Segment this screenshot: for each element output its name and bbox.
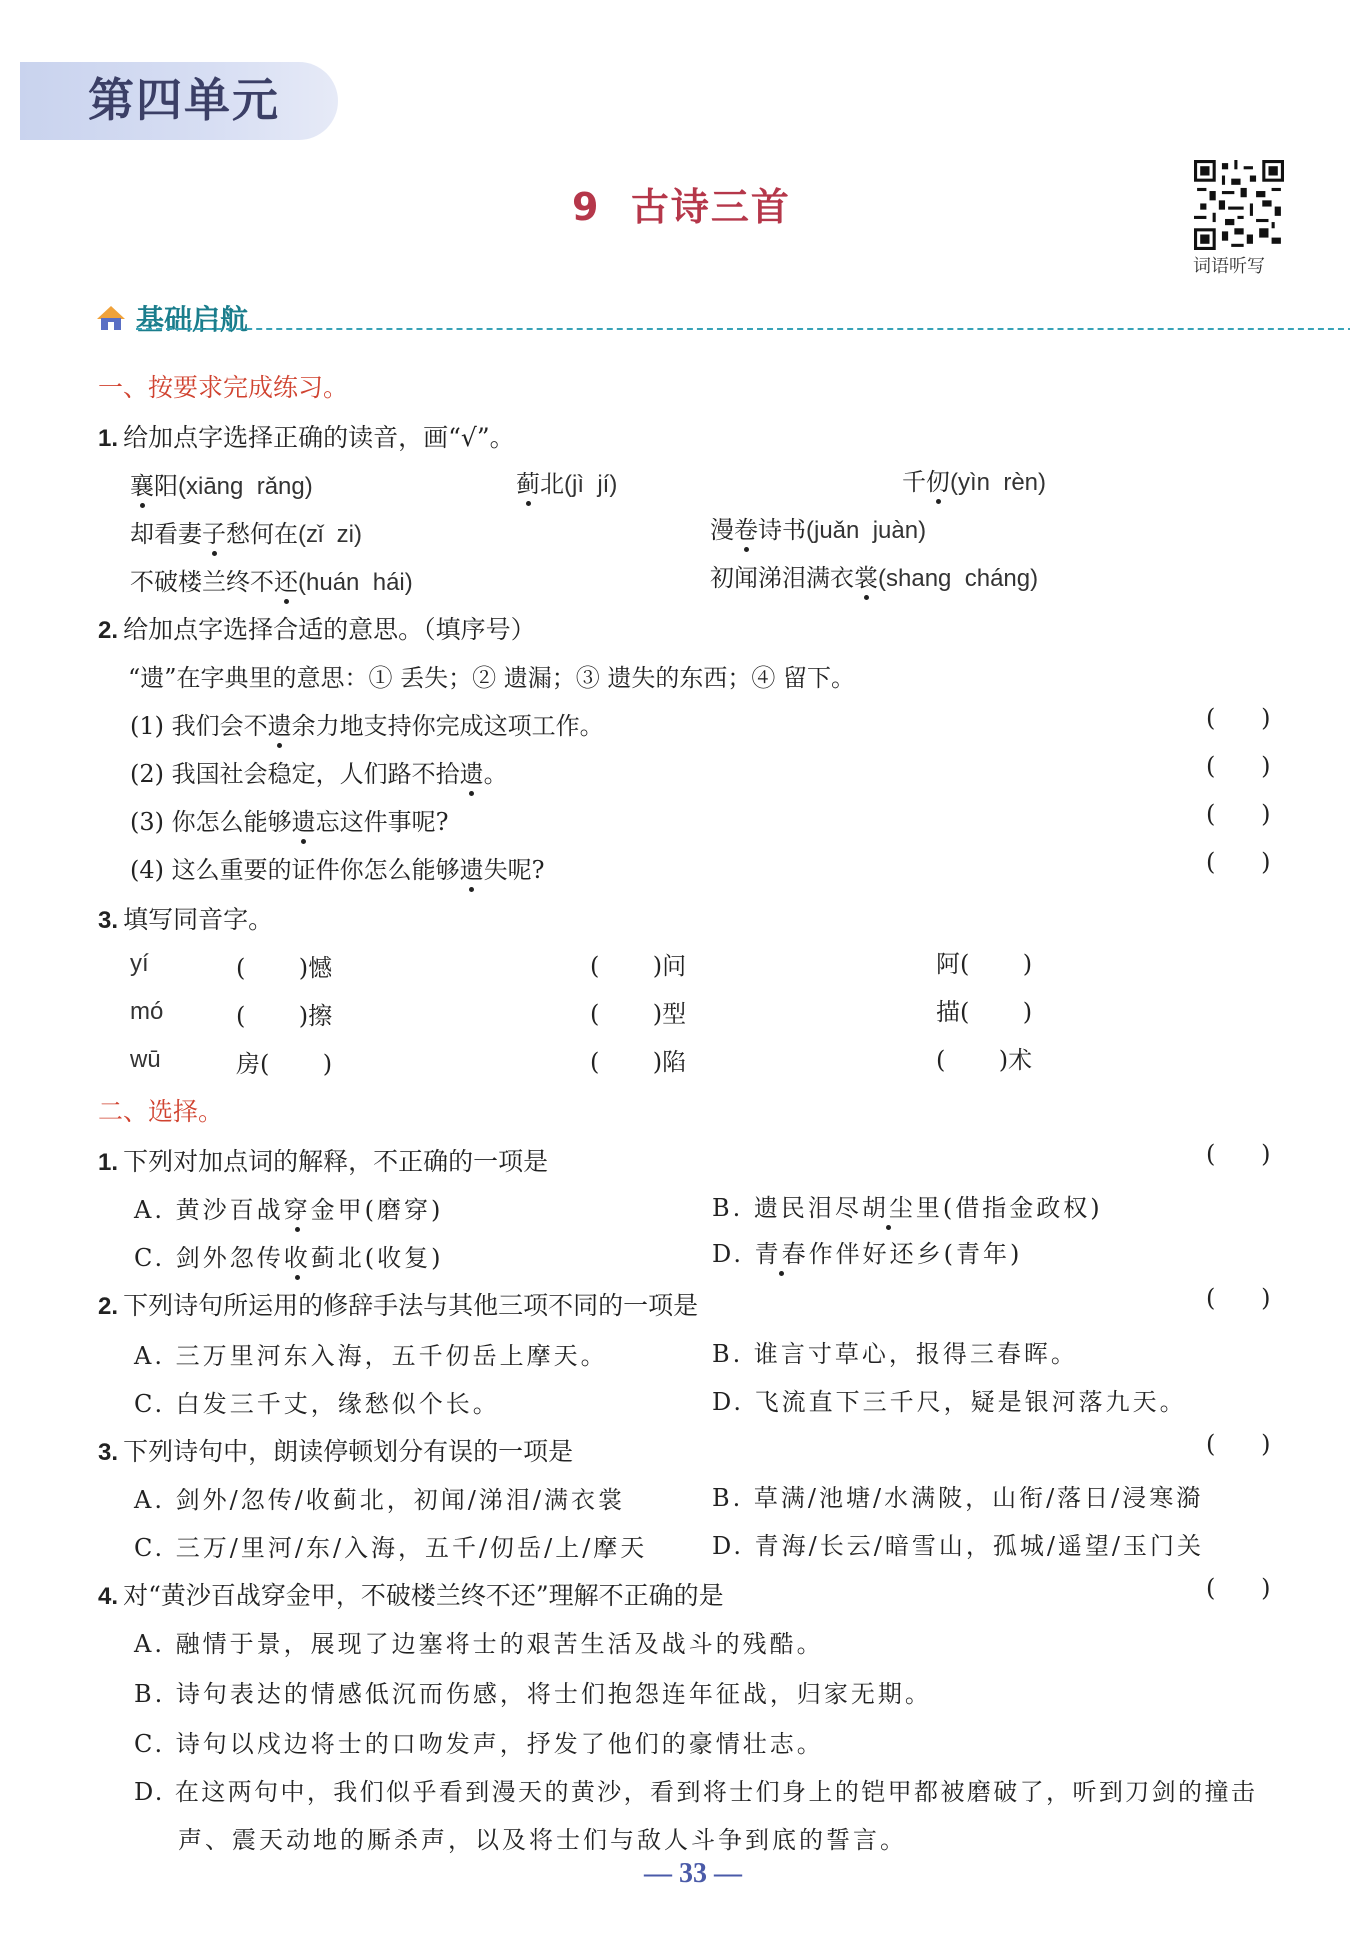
- option-label: A.: [134, 1342, 165, 1370]
- item-text: 。: [483, 760, 508, 788]
- dotted-char: 胡尘: [861, 1194, 916, 1222]
- question-number: 4.: [98, 1583, 119, 1610]
- dotted-char: 仞: [926, 468, 950, 496]
- pinyin-options[interactable]: (zǐ zi): [298, 521, 362, 548]
- q1-item-1: [130, 466, 313, 501]
- option-text: 谁言寸草心，报得三春晖。: [753, 1340, 1078, 1368]
- option-text: 融情于景，展现了边塞将士的艰苦生活及战斗的残酷。: [175, 1630, 824, 1658]
- answer-blank[interactable]: ( ): [1206, 1430, 1271, 1458]
- option-label: A.: [134, 1486, 165, 1514]
- pinyin-options[interactable]: (shang cháng): [878, 565, 1039, 592]
- option-label: B.: [712, 1340, 744, 1368]
- item-text: 初闻涕泪满衣: [710, 564, 854, 592]
- option-text: 黄沙百战: [175, 1196, 284, 1224]
- option-text: 里(借指金政权): [915, 1194, 1103, 1222]
- option-text: 在这两句中，我们似乎看到漫天的黄沙，看到将士们身上的铠甲都被磨破了，听到刀剑的撞击: [174, 1778, 1258, 1806]
- q1-item-7: [710, 558, 1038, 593]
- option-text: 剑外/忽传/收蓟北，初闻/涕泪/满衣裳: [175, 1486, 625, 1514]
- item-text: 愁何在: [226, 520, 298, 548]
- option-text: 飞流直下三千尺，疑是银河落九天。: [754, 1388, 1187, 1416]
- option-text: 三万/里河/东/入海，五千/仞岳/上/摩天: [175, 1534, 648, 1562]
- dotted-char: 卷: [734, 516, 758, 544]
- pinyin-options[interactable]: (juǎn juàn): [806, 517, 927, 544]
- option-a[interactable]: [134, 1480, 625, 1515]
- option-label: D.: [134, 1778, 165, 1806]
- option-label: C.: [134, 1244, 166, 1272]
- q2-item-2: [130, 754, 508, 789]
- answer-blank[interactable]: ( ): [1206, 800, 1271, 828]
- section-title: 基础启航: [136, 303, 249, 336]
- item-text: 失呢?: [483, 856, 545, 884]
- homophone-blank[interactable]: ( )型: [590, 1000, 687, 1028]
- answer-blank[interactable]: ( ): [1206, 1140, 1271, 1168]
- part2-title: 二、选择。: [98, 1097, 224, 1126]
- answer-blank[interactable]: ( ): [1206, 848, 1271, 876]
- part1-title: 一、按要求完成练习。: [98, 373, 349, 402]
- dotted-char: 遗: [459, 856, 484, 884]
- section-header: [96, 298, 1286, 338]
- option-d[interactable]: [712, 1526, 1204, 1561]
- item-text: 却看妻: [130, 520, 202, 548]
- question-text: 下列诗句中，朗读停顿划分有误的一项是: [123, 1437, 574, 1466]
- option-label: A.: [134, 1630, 165, 1658]
- question-text: 下列对加点词的解释，不正确的一项是: [123, 1147, 549, 1176]
- answer-blank[interactable]: ( ): [1206, 1574, 1271, 1602]
- homophone-blank[interactable]: ( )陷: [590, 1048, 687, 1076]
- q3-text: 填写同音字。: [123, 905, 274, 934]
- option-a[interactable]: [134, 1624, 824, 1659]
- section-divider: [136, 328, 1350, 330]
- p2-q2-heading: [98, 1286, 698, 1322]
- option-text: 金甲(磨穿): [310, 1196, 444, 1224]
- item-text: (2) 我国社会稳定，人们路不拾: [130, 760, 460, 788]
- dotted-char: 蓟: [516, 470, 540, 498]
- homophone-blank[interactable]: 阿( ): [936, 950, 1033, 978]
- q2-text: 给加点字选择合适的意思。（填序号）: [123, 615, 536, 644]
- option-d-continued: 声、震天动地的厮杀声，以及将士们与敌人斗争到底的誓言。: [178, 1826, 907, 1854]
- question-text: 下列诗句所运用的修辞手法与其他三项不同的一项是: [123, 1291, 699, 1320]
- option-text: 白发三千丈，缘愁似个长。: [175, 1390, 500, 1418]
- option-d[interactable]: [134, 1772, 1257, 1807]
- question-number: 1.: [98, 1149, 119, 1176]
- item-text: 余力地支持你完成这项工作。: [291, 712, 604, 740]
- option-b[interactable]: [134, 1674, 932, 1709]
- pinyin-options[interactable]: (jì jí): [564, 471, 618, 498]
- option-c[interactable]: [134, 1384, 500, 1419]
- option-label: B.: [712, 1484, 744, 1512]
- pinyin-options[interactable]: (huán hái): [298, 569, 413, 596]
- option-text: 剑外忽传: [175, 1244, 284, 1272]
- question-number: 3.: [98, 1439, 119, 1466]
- q2-number: 2.: [98, 617, 119, 644]
- option-text: 草满/池塘/水满陂，山衔/落日/浸寒漪: [753, 1484, 1204, 1512]
- q1-item-6: [130, 562, 413, 597]
- homophone-pinyin: yí: [130, 950, 149, 977]
- option-label: B.: [712, 1194, 744, 1222]
- homophone-pinyin: wū: [130, 1046, 161, 1073]
- pinyin-options[interactable]: (yìn rèn): [950, 469, 1047, 496]
- homophone-pinyin: mó: [130, 998, 164, 1025]
- item-text: 漫: [710, 516, 734, 544]
- q1-item-3: [902, 462, 1046, 497]
- item-text: 诗书: [758, 516, 806, 544]
- option-text: 诗句以戍边将士的口吻发声，抒发了他们的豪情壮志。: [175, 1730, 824, 1758]
- answer-blank[interactable]: ( ): [1206, 704, 1271, 732]
- homophone-blank[interactable]: 房( ): [236, 1050, 333, 1078]
- question-number: 2.: [98, 1293, 119, 1320]
- item-text: 千: [902, 468, 926, 496]
- option-c[interactable]: [134, 1724, 824, 1759]
- option-text: 遗民泪尽: [753, 1194, 862, 1222]
- option-c[interactable]: [134, 1238, 444, 1273]
- option-b[interactable]: [712, 1334, 1078, 1369]
- item-text: 忘这件事呢?: [315, 808, 449, 836]
- option-label: D.: [712, 1532, 745, 1560]
- homophone-blank[interactable]: ( )问: [590, 952, 687, 980]
- house-icon: [96, 304, 126, 332]
- option-a[interactable]: [134, 1190, 443, 1225]
- dotted-char: 遗: [459, 760, 484, 788]
- option-b[interactable]: [712, 1188, 1103, 1223]
- q2-item-1: [130, 706, 604, 741]
- option-label: C.: [134, 1534, 166, 1562]
- option-label: C.: [134, 1730, 166, 1758]
- item-text: (4) 这么重要的证件你怎么能够: [130, 856, 460, 884]
- option-text: 诗句表达的情感低沉而伤感，将士们抱怨连年征战，归家无期。: [175, 1680, 932, 1708]
- option-d[interactable]: [712, 1234, 1022, 1269]
- pinyin-options[interactable]: (xiāng rǎng): [178, 473, 313, 500]
- qr-caption: 词语听写: [1193, 256, 1265, 277]
- option-b[interactable]: [712, 1478, 1203, 1513]
- item-text: (1) 我们会不: [130, 712, 268, 740]
- question-text: 对“黄沙百战穿金甲，不破楼兰终不还”理解不正确的是: [123, 1581, 724, 1610]
- q1-item-4: [130, 514, 362, 549]
- dotted-char: 青春: [754, 1240, 809, 1268]
- homophone-blank[interactable]: ( )憾: [236, 954, 333, 982]
- option-text: 蓟北(收复): [310, 1244, 444, 1272]
- lesson-title: 9 古诗三首: [572, 185, 791, 229]
- q1-item-5: [710, 510, 926, 545]
- q1-item-2: [516, 464, 617, 499]
- q2-item-4: [130, 850, 545, 885]
- dotted-char: 收: [283, 1244, 311, 1272]
- dotted-char: 穿: [283, 1196, 311, 1224]
- qr-code-icon[interactable]: [1194, 160, 1284, 250]
- p2-q3-heading: [98, 1432, 573, 1468]
- q3-heading: [98, 900, 273, 936]
- homophone-blank[interactable]: ( )术: [936, 1046, 1033, 1074]
- option-label: B.: [134, 1680, 166, 1708]
- item-text: (3) 你怎么能够: [130, 808, 292, 836]
- option-text: 三万里河东入海，五千仞岳上摩天。: [175, 1342, 608, 1370]
- dotted-char: 遗: [267, 712, 292, 740]
- dotted-char: 襄: [130, 472, 154, 500]
- item-text: 北: [540, 470, 564, 498]
- dotted-char: 裳: [854, 564, 878, 592]
- answer-blank[interactable]: ( ): [1206, 1284, 1271, 1312]
- option-text: 作伴好还乡(青年): [808, 1240, 1023, 1268]
- option-label: C.: [134, 1390, 166, 1418]
- q2-item-3: [130, 802, 449, 837]
- q1-heading: [98, 418, 515, 454]
- q3-number: 3.: [98, 907, 119, 934]
- option-d[interactable]: [712, 1382, 1187, 1417]
- item-text: 不破楼兰终不: [130, 568, 274, 596]
- option-label: A.: [134, 1196, 165, 1224]
- option-c[interactable]: [134, 1528, 647, 1563]
- option-text: 青海/长云/暗雪山，孤城/遥望/玉门关: [754, 1532, 1204, 1560]
- homophone-blank[interactable]: ( )擦: [236, 1002, 333, 1030]
- option-label: D.: [712, 1388, 745, 1416]
- q1-number: 1.: [98, 425, 119, 452]
- dotted-char: 子: [202, 520, 226, 548]
- answer-blank[interactable]: ( ): [1206, 752, 1271, 780]
- q2-heading: [98, 610, 536, 646]
- page-number: — 33 —: [644, 1858, 742, 1889]
- dotted-char: 还: [274, 568, 298, 596]
- p2-q4-heading: [98, 1576, 724, 1612]
- p2-q1-heading: [98, 1142, 548, 1178]
- homophone-blank[interactable]: 描( ): [936, 998, 1033, 1026]
- option-label: D.: [712, 1240, 745, 1268]
- dotted-char: 遗: [291, 808, 316, 836]
- q2-dictionary: “遗”在字典里的意思：① 丢失；② 遗漏；③ 遗失的东西；④ 留下。: [128, 664, 856, 692]
- q1-text: 给加点字选择正确的读音，画“√”。: [123, 423, 515, 452]
- item-text: 阳: [154, 472, 178, 500]
- unit-title: 第四单元: [88, 73, 280, 127]
- option-a[interactable]: [134, 1336, 608, 1371]
